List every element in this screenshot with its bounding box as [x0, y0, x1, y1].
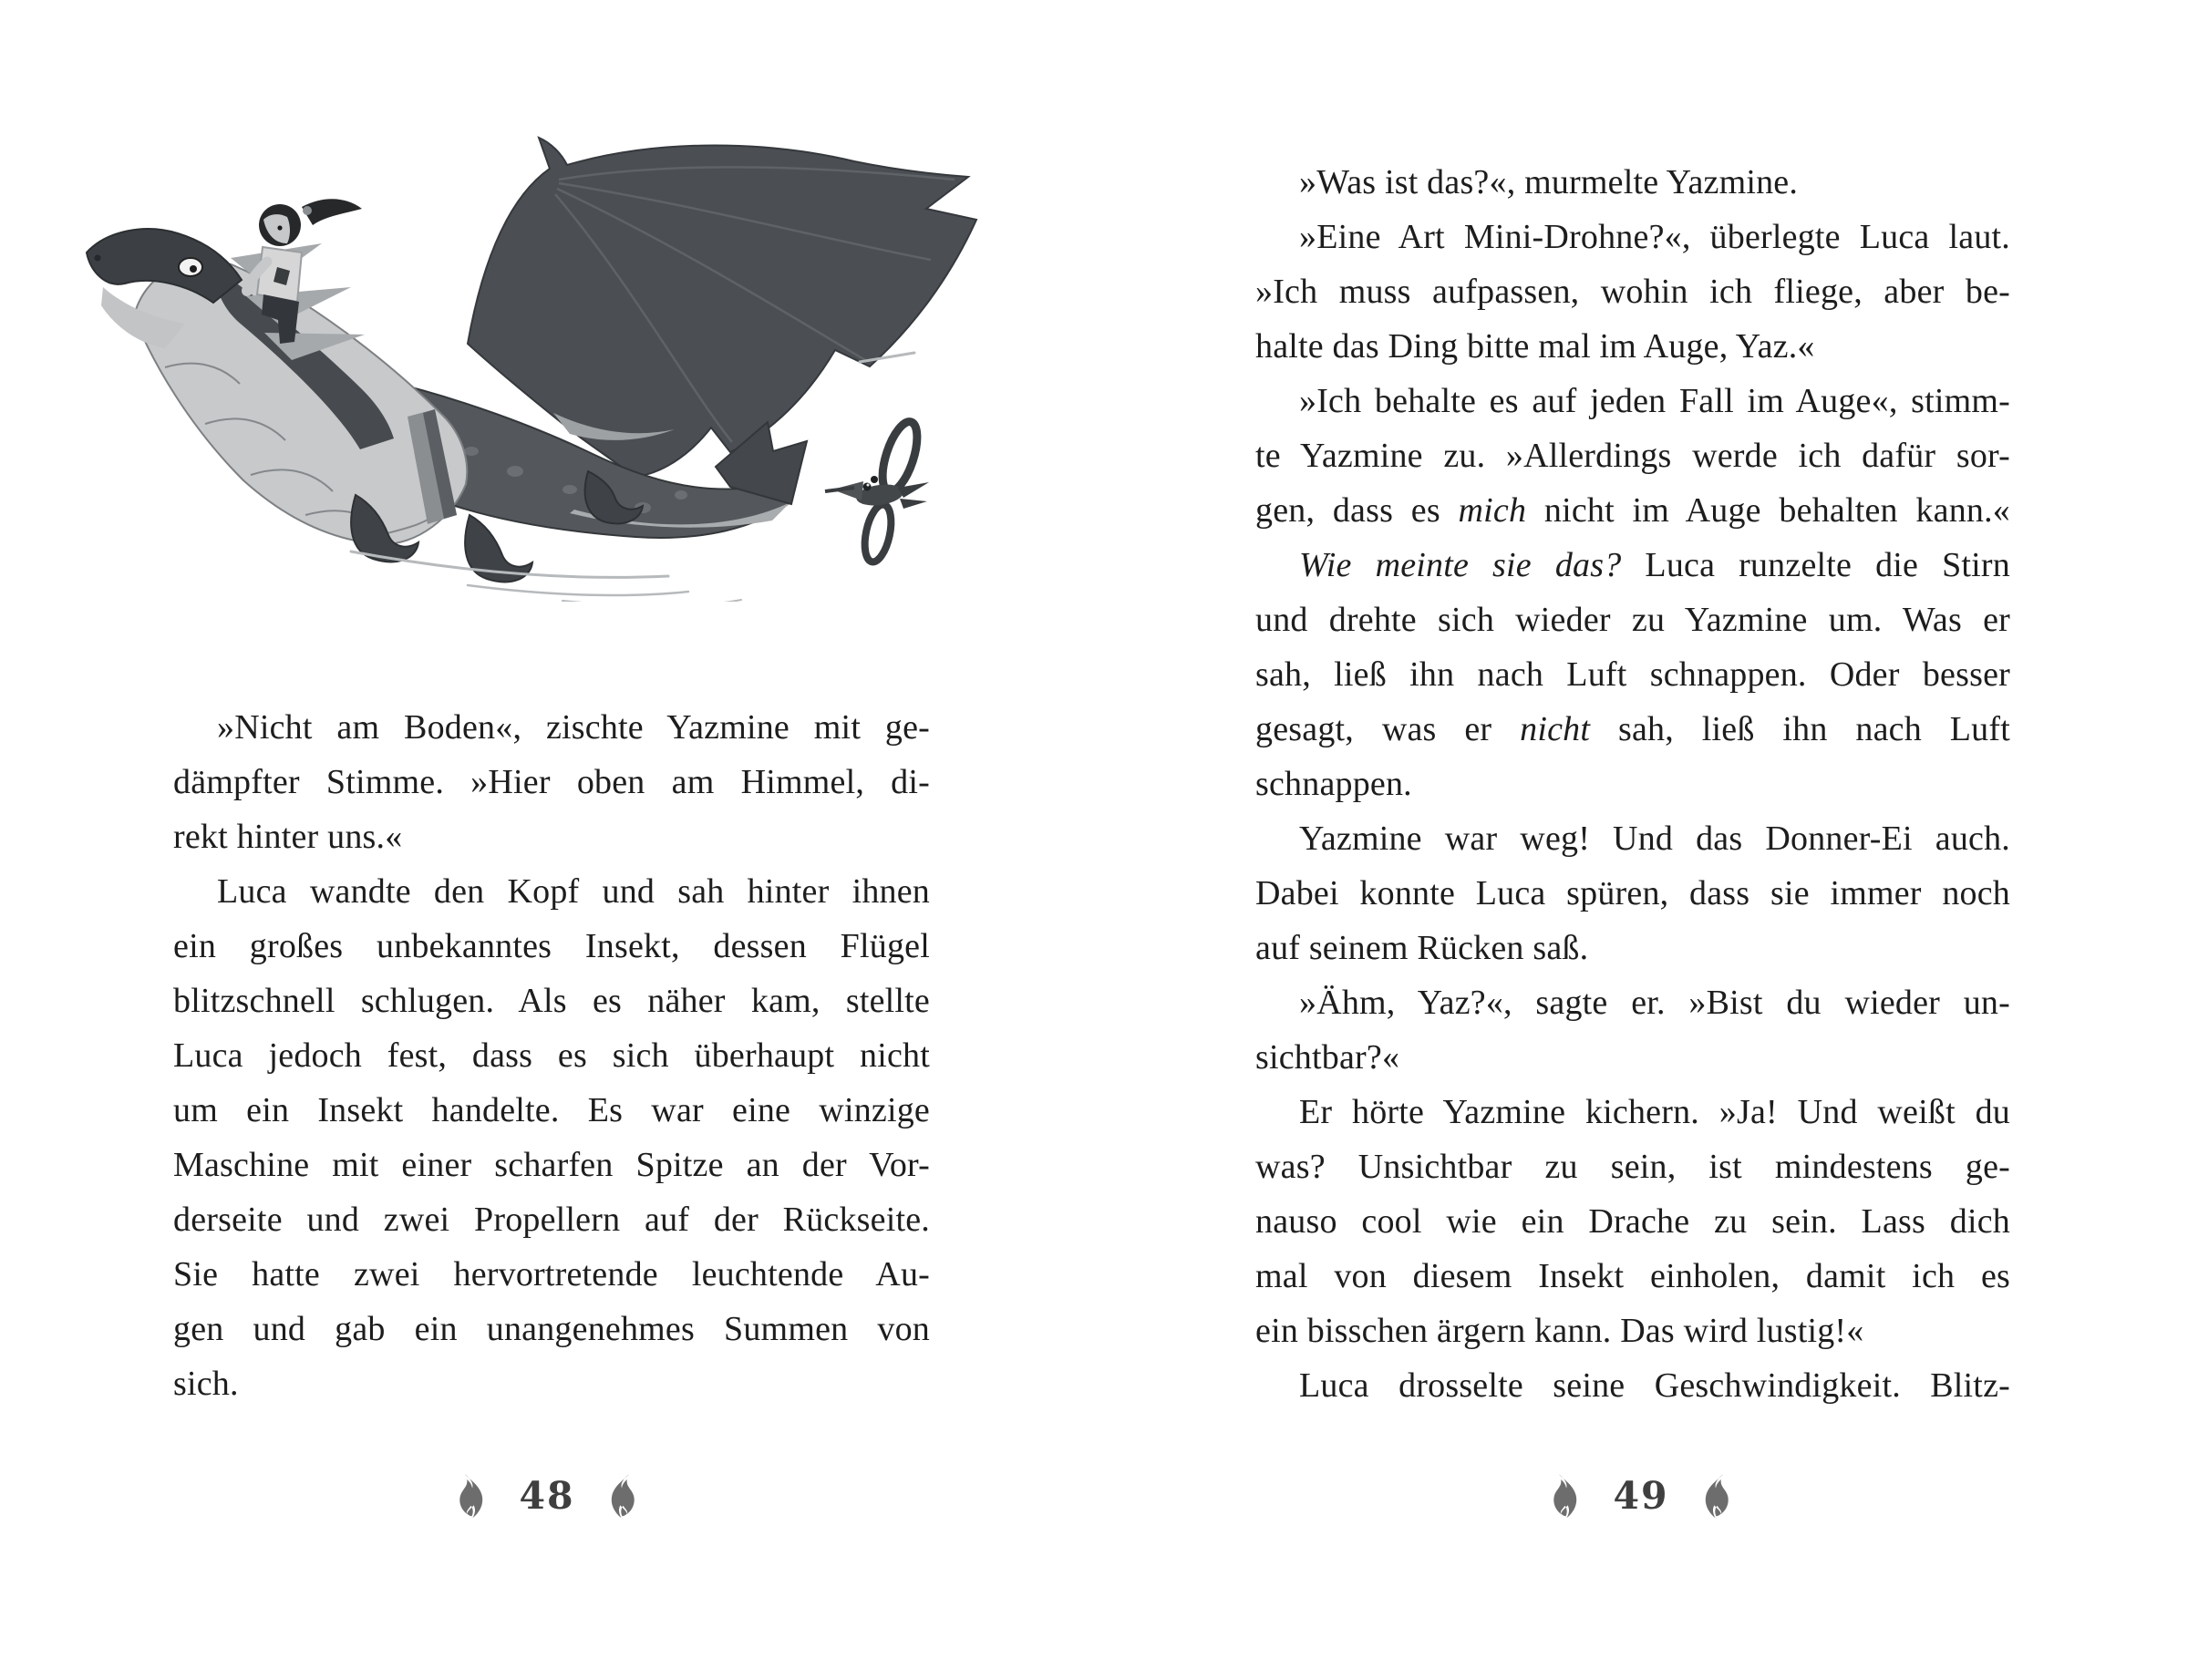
text-line: Maschine mit einer scharfen Spitze an der Vor-: [173, 1146, 930, 1184]
text-line: sich.: [173, 1365, 239, 1403]
text-line: Dabei konnte Luca spüren, dass sie immer noch: [1255, 874, 2010, 912]
text-line: Wie meinte sie das? Luca runzelte die Stirn: [1299, 546, 2010, 584]
text-line: Er hörte Yazmine kichern. »Ja! Und weißt du: [1299, 1093, 2010, 1131]
text-line: dämpfter Stimme. »Hier oben am Himmel, di-: [173, 763, 930, 801]
text-line: ein großes unbekanntes Insekt, dessen Flügel: [173, 927, 930, 965]
page-footer-left: [0, 1470, 1094, 1522]
text-line: schnappen.: [1255, 765, 1412, 803]
flame-icon: [1700, 1470, 1731, 1522]
page-number: 49: [1613, 1474, 1669, 1518]
text-line: te Yazmine zu. »Allerdings werde ich dafür sor-: [1255, 437, 2010, 475]
page-number: 48: [519, 1474, 575, 1518]
flame-icon: [1551, 1470, 1582, 1522]
text-line: »Nicht am Boden«, zischte Yazmine mit ge-: [217, 708, 930, 747]
text-line: gen und gab ein unangenehmes Summen von: [173, 1310, 930, 1348]
drone-figure: [825, 417, 929, 564]
text-line: »Was ist das?«, murmelte Yazmine.: [1299, 163, 1799, 201]
text-line: ein bisschen ärgern kann. Das wird lustig!«: [1255, 1312, 1864, 1350]
text-line: blitzschnell schlugen. Als es näher kam, stellte: [173, 982, 930, 1020]
text-line: was? Unsichtbar zu sein, ist mindestens ge-: [1255, 1148, 2010, 1186]
flame-icon: [606, 1470, 637, 1522]
page-left-text: [173, 700, 930, 1411]
text-line: derseite und zwei Propellern auf der Rückseite.: [173, 1201, 930, 1239]
text-line: nauso cool wie ein Drache zu sein. Lass dich: [1255, 1202, 2010, 1241]
text-line: »Ich behalte es auf jeden Fall im Auge«, stimm-: [1299, 382, 2010, 420]
text-line: »Ich muss aufpassen, wohin ich fliege, aber be-: [1255, 273, 2010, 311]
text-line: Luca jedoch fest, dass es sich überhaupt nicht: [173, 1036, 930, 1075]
text-line: Luca wandte den Kopf und sah hinter ihnen: [217, 872, 930, 911]
dragon-figure: [87, 138, 976, 582]
text-line: Yazmine war weg! Und das Donner-Ei auch.: [1299, 819, 2010, 858]
text-line: gen, dass es mich nicht im Auge behalten kann.«: [1255, 491, 2010, 530]
text-line: halte das Ding bitte mal im Auge, Yaz.«: [1255, 327, 1815, 366]
text-line: Luca drosselte seine Geschwindigkeit. Blitz-: [1299, 1366, 2010, 1405]
text-line: auf seinem Rücken saß.: [1255, 929, 1589, 967]
dragon-illustration: [77, 123, 985, 602]
text-line: »Eine Art Mini-Drohne?«, überlegte Luca laut.: [1299, 218, 2010, 256]
text-line: »Ähm, Yaz?«, sagte er. »Bist du wieder un-: [1299, 984, 2010, 1022]
flame-icon: [457, 1470, 488, 1522]
text-line: und drehte sich wieder zu Yazmine um. Was er: [1255, 601, 2010, 639]
text-line: um ein Insekt handelte. Es war eine winzige: [173, 1091, 930, 1129]
page-right-text: [1255, 155, 2010, 1413]
text-line: Sie hatte zwei hervortretende leuchtende Au-: [173, 1255, 930, 1293]
text-line: sichtbar?«: [1255, 1038, 1400, 1077]
text-line: mal von diesem Insekt einholen, damit ich es: [1255, 1257, 2010, 1295]
page-footer-right: [1094, 1470, 2188, 1522]
text-line: sah, ließ ihn nach Luft schnappen. Oder besser: [1255, 655, 2010, 694]
page-right: [1094, 0, 2188, 1680]
text-line: rekt hinter uns.«: [173, 818, 403, 856]
text-line: gesagt, was er nicht sah, ließ ihn nach Luft: [1255, 710, 2010, 748]
